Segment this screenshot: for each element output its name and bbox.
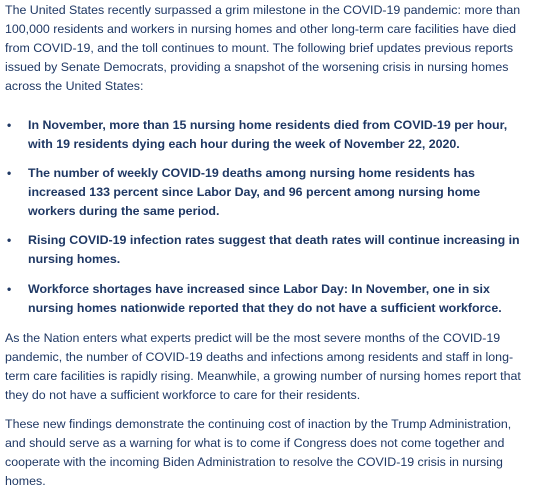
finding-text: Rising COVID-19 infection rates suggest that death rates will continue increasing in nursing homes. (28, 233, 520, 266)
bullet-icon: • (7, 233, 12, 247)
bullet-icon: • (7, 282, 12, 296)
finding-item (0, 231, 534, 269)
intro-paragraph: The United States recently surpassed a grim milestone in the COVID-19 pandemic: more than 100,000 residents and workers in nursing homes and other long-term care facilities have died from COVID-19, and the toll continues to mount. The following brief updates previous reports issued by Senate Democrats, providing a snapshot of the worsening crisis in nursing homes across the United States: (5, 3, 521, 93)
finding-item (0, 116, 534, 154)
finding-text: In November, more than 15 nursing home residents died from COVID-19 per hour, with 19 residents dying each hour during the week of November 22, 2020. (28, 118, 508, 151)
finding-text: The number of weekly COVID-19 deaths among nursing home residents has increased 133 percent since Labor Day, and 96 percent among nursing home workers during the same period. (28, 166, 481, 218)
finding-text: Workforce shortages have increased since Labor Day: In November, one in six nursing homes nationwide reported that they do not have a sufficient workforce. (28, 282, 502, 315)
context-paragraph: As the Nation enters what experts predict will be the most severe months of the COVID-19 pandemic, the number of COVID-19 deaths and infections among residents and staff in long-term care facilities is rapidly rising. Meanwhile, a growing number of nursing homes report that they do not have a sufficient workforce to care for their residents. (5, 331, 521, 402)
conclusion-paragraph: These new findings demonstrate the continuing cost of inaction by the Trump Administration, and should serve as a warning for what is to come if Congress does not come together and cooperate with the incoming Biden Administration to resolve the COVID-19 crisis in nursing homes. (5, 417, 512, 488)
finding-item (0, 164, 534, 221)
finding-item (0, 280, 534, 318)
bullet-icon: • (7, 118, 12, 132)
bullet-icon: • (7, 166, 12, 180)
